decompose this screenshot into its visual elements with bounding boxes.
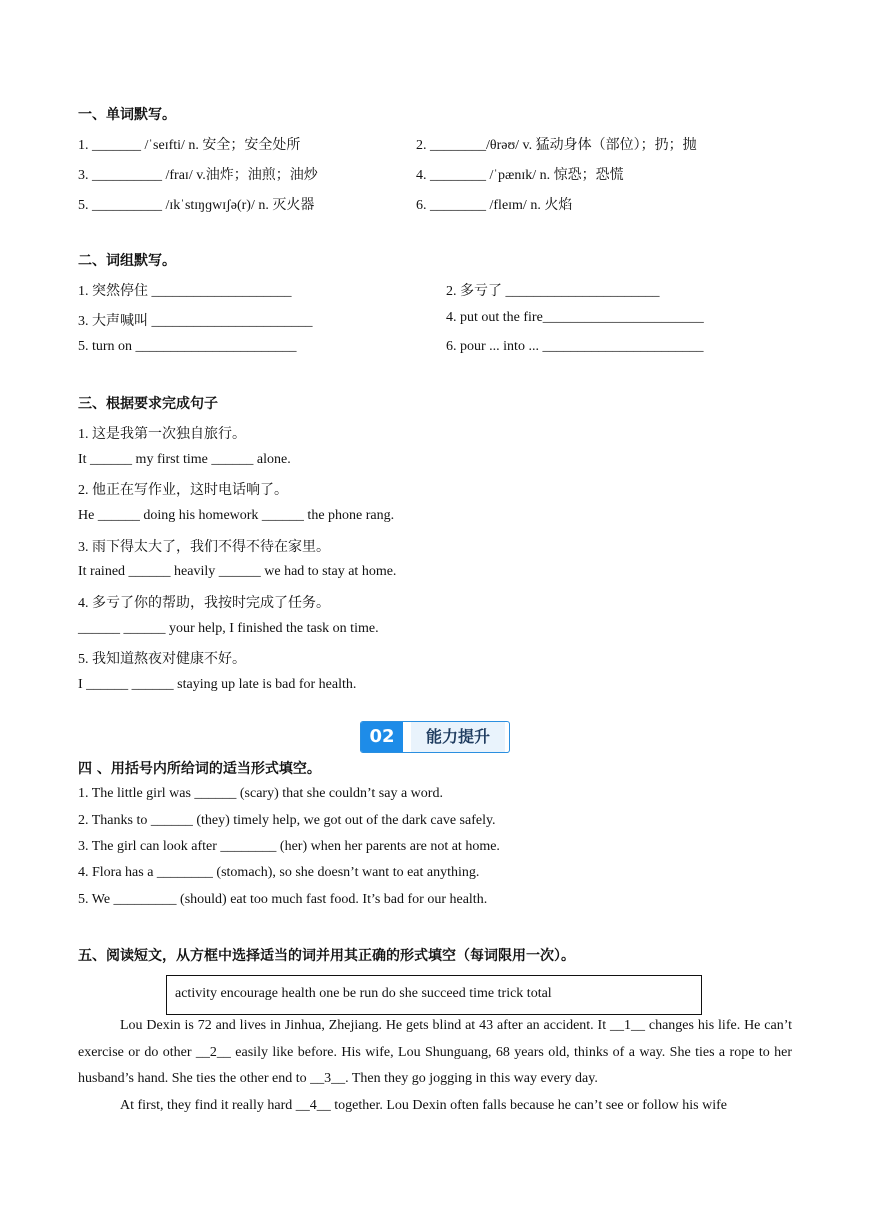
section2-heading: 二、词组默写。 <box>78 253 176 269</box>
phrase-item-6: 6. pour ... into ... _______________________ <box>446 339 704 354</box>
sentence-answer-1: It ______ my first time ______ alone. <box>78 452 291 467</box>
vocab-item-1: 1. _______ /ˈseɪfti/ n. 安全；安全处所 <box>78 138 301 153</box>
section3-heading: 三、根据要求完成句子 <box>78 396 218 412</box>
badge-label: 能力提升 <box>411 722 505 752</box>
fill-item-5: 5. We _________ (should) eat too much fast food. It’s bad for our health. <box>78 892 488 907</box>
fill-item-2: 2. Thanks to ______ (they) timely help, we got out of the dark cave safely. <box>78 813 496 828</box>
word-bank-text: activity encourage health one be run do she succeed time trick total <box>175 986 552 1001</box>
sentence-answer-5: I ______ ______ staying up late is bad for health. <box>78 677 357 692</box>
word-bank-box <box>166 975 702 1015</box>
sentence-answer-3: It rained ______ heavily ______ we had to stay at home. <box>78 564 397 579</box>
phrase-item-1: 1. 突然停住 ____________________ <box>78 284 292 299</box>
passage-paragraph-2: At first, they find it really hard __4__ together. Lou Dexin often falls because he can’t see or follow his wife <box>120 1098 728 1113</box>
fill-item-4: 4. Flora has a ________ (stomach), so she doesn’t want to eat anything. <box>78 865 480 880</box>
vocab-item-2: 2. ________/θrəʊ/ v. 猛动身体（部位）；扔；抛 <box>416 138 697 153</box>
passage-paragraph-1: Lou Dexin is 72 and lives in Jinhua, Zhejiang. He gets blind at 43 after an accident. It __1__ changes his life. He can’t exercise or do other __2__ easily like before. His wife, Lou Shunguang, 68 years old, thinks of a way. She ties a rope to her husband’s hand. She ties the other end to __3__. Then they go jogging in this way every day. <box>78 1018 792 1086</box>
vocab-item-3: 3. __________ /fraɪ/ v.油炸；油煎；油炒 <box>78 168 318 183</box>
fill-item-3: 3. The girl can look after ________ (her) when her parents are not at home. <box>78 839 500 854</box>
sentence-prompt-2: 2. 他正在写作业，这时电话响了。 <box>78 483 288 498</box>
sentence-answer-2: He ______ doing his homework ______ the phone rang. <box>78 508 395 523</box>
sentence-prompt-5: 5. 我知道熬夜对健康不好。 <box>78 652 246 667</box>
fill-item-1: 1. The little girl was ______ (scary) that she couldn’t say a word. <box>78 786 443 801</box>
sentence-answer-4: ______ ______ your help, I finished the task on time. <box>78 621 379 636</box>
section-badge <box>360 721 510 753</box>
phrase-item-3: 3. 大声喊叫 _______________________ <box>78 314 313 329</box>
section5-heading: 五、阅读短文，从方框中选择适当的词并用其正确的形式填空（每词限用一次）。 <box>78 948 575 964</box>
phrase-item-5: 5. turn on _______________________ <box>78 339 297 354</box>
vocab-item-5: 5. __________ /ɪkˈstɪŋɡwɪʃə(r)/ n. 灭火器 <box>78 198 315 213</box>
section4-heading: 四 、用括号内所给词的适当形式填空。 <box>78 761 321 777</box>
sentence-prompt-4: 4. 多亏了你的帮助，我按时完成了任务。 <box>78 596 330 611</box>
phrase-item-2: 2. 多亏了 ______________________ <box>446 284 660 299</box>
section1-heading: 一、单词默写。 <box>78 107 176 123</box>
vocab-item-6: 6. ________ /fleɪm/ n. 火焰 <box>416 198 573 213</box>
sentence-prompt-3: 3. 雨下得太大了，我们不得不待在家里。 <box>78 540 330 555</box>
sentence-prompt-1: 1. 这是我第一次独自旅行。 <box>78 427 246 442</box>
badge-number: 02 <box>361 722 403 752</box>
phrase-item-4: 4. put out the fire_______________________ <box>446 310 704 325</box>
vocab-item-4: 4. ________ /ˈpænɪk/ n. 惊恐；恐慌 <box>416 168 624 183</box>
